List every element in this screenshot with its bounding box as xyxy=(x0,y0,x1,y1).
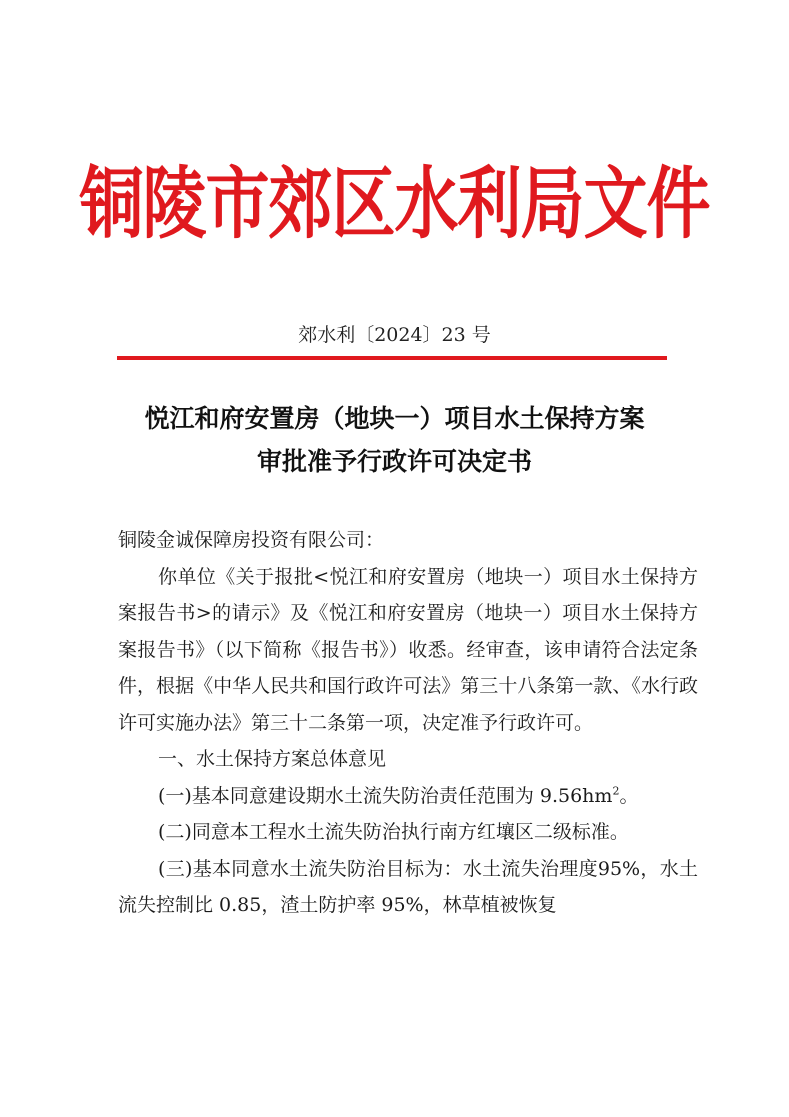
document-title xyxy=(0,397,789,483)
section-heading-1: 一、水土保持方案总体意见 xyxy=(158,748,387,770)
paragraph-decision: 你单位《关于报批<悦江和府安置房（地块一）项目水土保持方案报告书>的请示》及《悦江和府安置房（地块一）项目水土保持方案报告书》（以下简称《报告书》）收悉。经审查，该申请符合法定条件，根据《中华人民共和国行政许可法》第三十八条第一款、《水行政许可实施办法》第三十二条第一项，决定准予行政许可。 xyxy=(118,565,698,734)
org-title: 铜陵市郊区水利局文件 xyxy=(79,159,710,251)
red-divider-line xyxy=(117,356,667,360)
item-3: (三)基本同意水土流失防治目标为：水土流失治理度95%，水土流失控制比 0.85，渣土防护率 95%，林草植被恢复 xyxy=(118,857,698,916)
item-2: (二)同意本工程水土流失防治执行南方红壤区二级标准。 xyxy=(158,821,629,843)
document-body xyxy=(118,522,698,924)
item-1 xyxy=(118,778,698,815)
item-1-text: (一)基本同意建设期水土流失防治责任范围为 9.56hm xyxy=(158,784,613,807)
document-title-line-1: 悦江和府安置房（地块一）项目水土保持方案 xyxy=(144,404,645,433)
document-title-line-2: 审批准予行政许可决定书 xyxy=(256,447,532,476)
addressee: 铜陵金诚保障房投资有限公司： xyxy=(118,529,385,551)
item-1-end: 。 xyxy=(619,784,639,807)
item-1-superscript: 2 xyxy=(612,784,620,798)
document-number: 郊水利〔2024〕23 号 xyxy=(298,324,491,346)
